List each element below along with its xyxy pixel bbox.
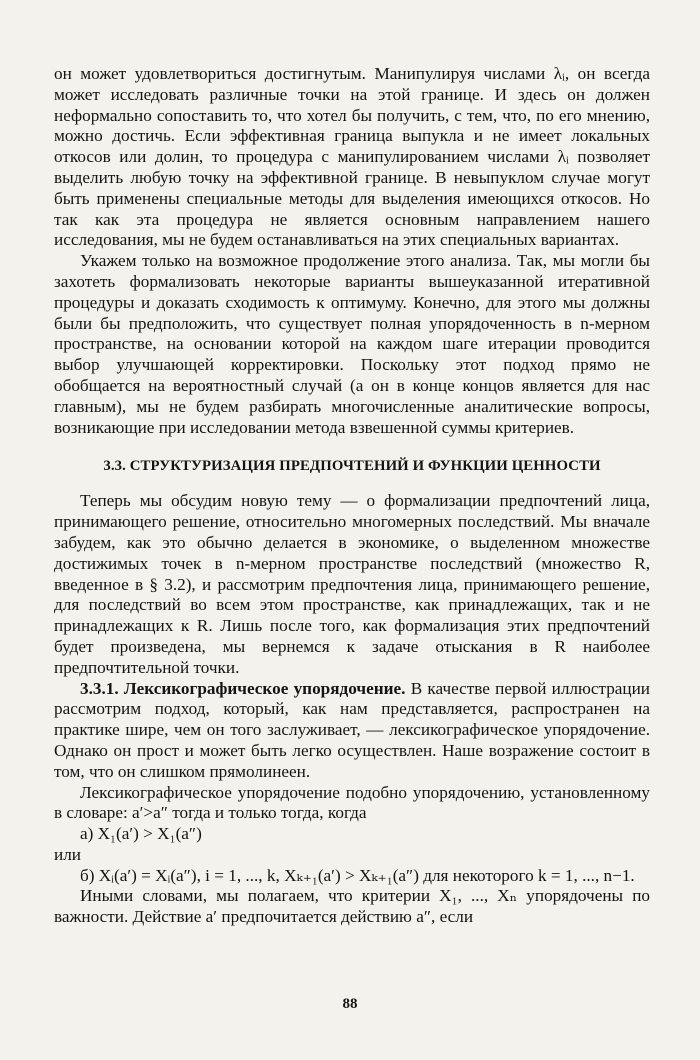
paragraph-iterative-procedure: Укажем только на возможное продолжение этого анализа. Так, мы могли бы захотеть формализовать некоторые варианты вышеуказанной итеративной процедуры и доказать сходимость к оптимуму. Конечно, для этого мы должны были бы предположить, что существует полная упорядоченность в n-мерном пространстве, на основании которой на каждом шаге итерации проводится выбор улучшающей корректировки. Поскольку этот подход прямо не обобщается на вероятностный случай (а он в конце концов является для нас главным), мы не будем разбирать многочисленные аналитические вопросы, возникающие при исследовании метода взвешенной суммы критериев. <box>54 251 650 437</box>
page-number: 88 <box>342 996 358 1012</box>
condition-b: б) Xᵢ(a′) = Xᵢ(a″), i = 1, ..., k, Xₖ₊₁(a′) > Xₖ₊₁(a″) для некоторого k = 1, ..., n−1. <box>80 865 635 885</box>
paragraph-preferences: Теперь мы обсудим новую тему — о формализации предпочтений лица, принимающего решение, относительно многомерных последствий. Мы вначале забудем, как это обычно делается в экономике, о выделенном множестве достижимых точек в n-мерном пространстве последствий (множество R, введенное в § 3.2), и рассмотрим предпочтения лица, принимающего решение, для последствий во всем этом пространстве, как принадлежащих, так и не принадлежащих к R. Лишь после того, как формализация этих предпочтений будет произведена, мы вернемся к задаче отыскания в R наиболее предпочтительной точки. <box>54 491 650 677</box>
subsection-heading: 3.3.1. Лексикографическое упорядочение. <box>80 678 406 698</box>
paragraph-continuation: он может удовлетвориться достигнутым. Манипулируя числами λᵢ, он всегда может исследовать различные точки на этой границе. И здесь он должен неформально сопоставить то, что хотел бы получить, с тем, что, по его мнению, можно достичь. Если эффективная граница выпукла и не имеет локальных откосов или долин, то процедура с манипулированием числами λᵢ позволяет выделить любую точку на эффективной границе. В невыпуклом случае могут быть применены специальные методы для выделения имеющихся откосов. Но так как эта процедура не является основным направлением нашего исследования, мы не будем останавливаться на этих специальных вариантах. <box>54 64 650 250</box>
paragraph-dictionary-order: Лексикографическое упорядочение подобно упорядочению, установленному в словаре: a′>a″ тогда и только тогда, когда <box>54 782 650 823</box>
paragraph-lexicographic-text: В качестве первой иллюстрации рассмотрим подход, который, как нам представляется, распространен на практике шире, чем он того заслуживает, — лексикографическое упорядочение. Однако он прост и может быть легко осуществлен. Наше возражение состоит в том, что он слишком прямолинеен. <box>54 678 651 781</box>
paragraph-lexicographic-intro <box>54 679 650 783</box>
or-word: или <box>54 844 81 864</box>
paragraph-criteria-importance: Иными словами, мы полагаем, что критерии X₁, ..., Xₙ упорядочены по важности. Действие a′ предпочитается действию a″, если <box>54 886 650 927</box>
condition-a: а) X₁(a′) > X₁(a″) <box>80 824 202 844</box>
section-heading: 3.3. СТРУКТУРИЗАЦИЯ ПРЕДПОЧТЕНИЙ И ФУНКЦИИ ЦЕННОСТИ <box>103 458 601 475</box>
